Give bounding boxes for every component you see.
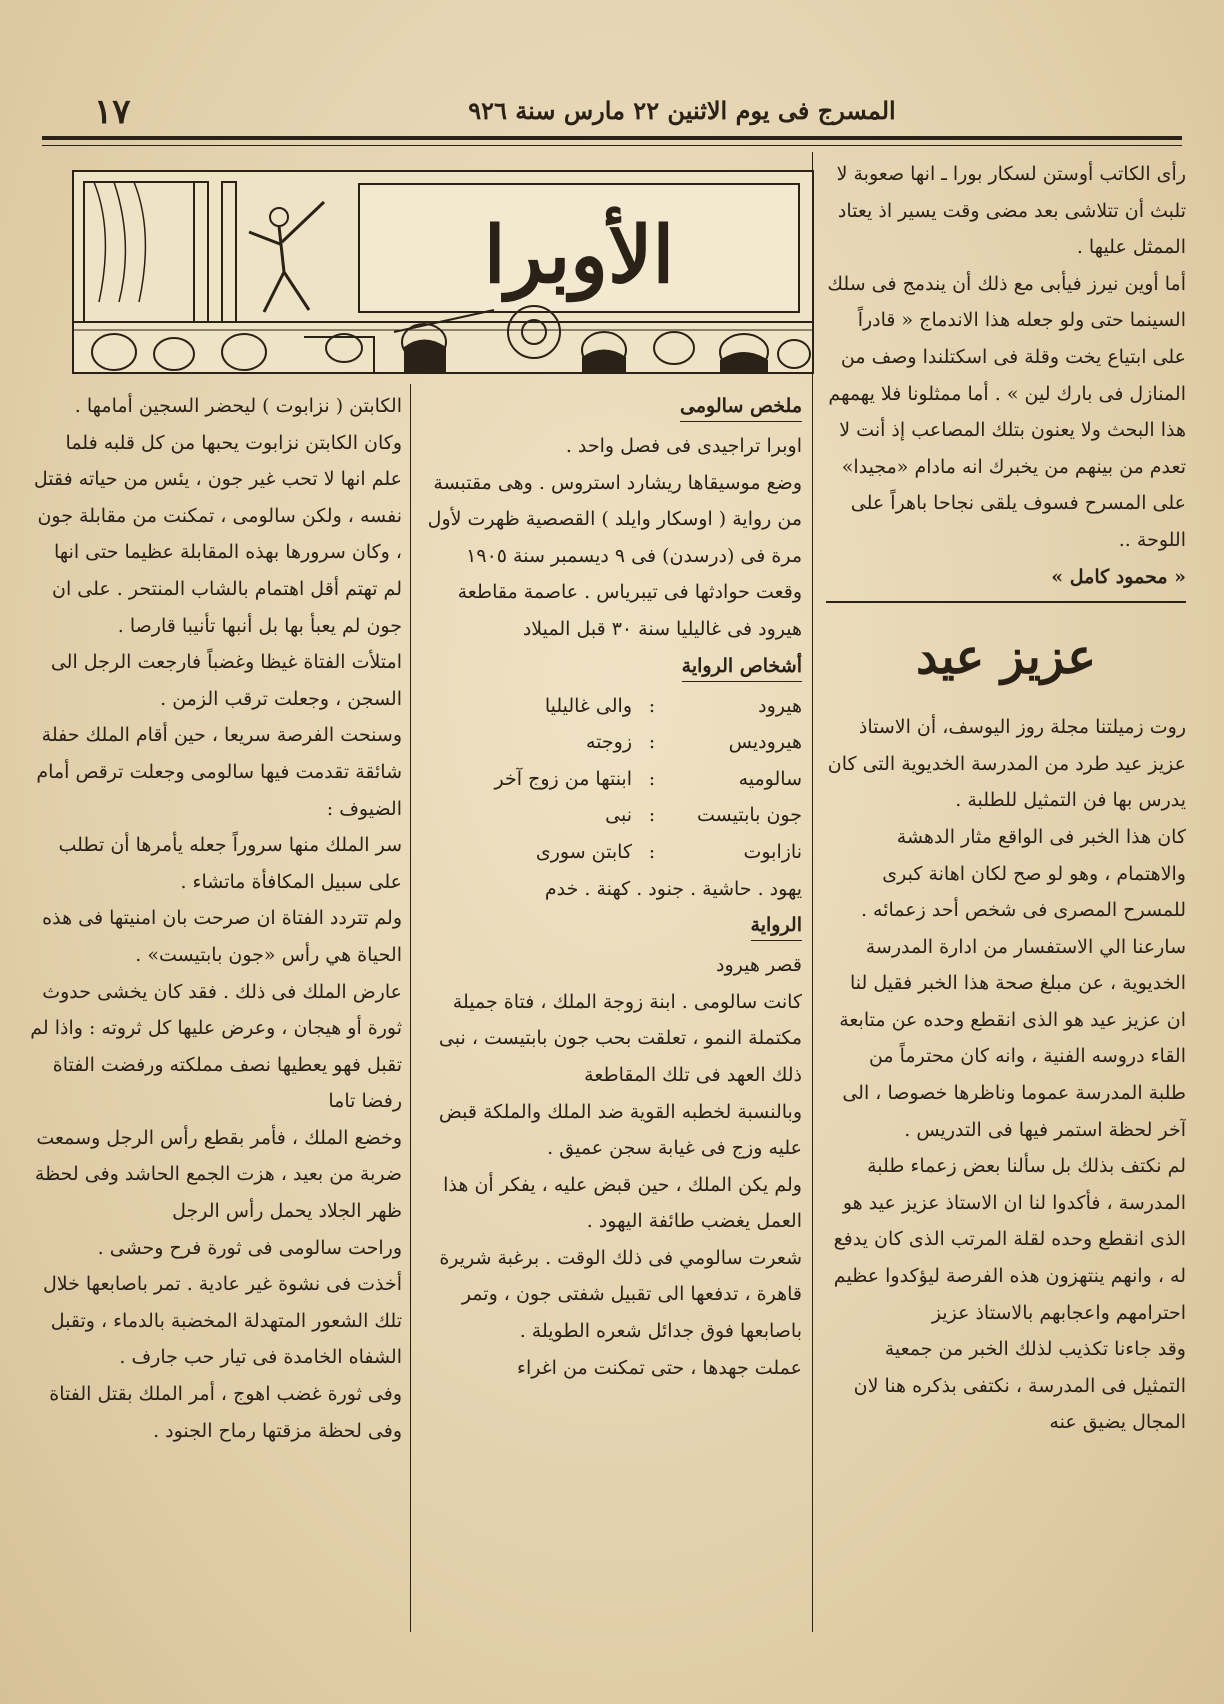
cast-name: جون بابتيست [697, 804, 802, 827]
summary-paragraph: اوبرا تراجيدى فى فصل واحد . [565, 435, 802, 457]
page-header [42, 88, 1182, 138]
cast-row: هيروديس : زوجته [420, 724, 802, 761]
story-paragraph: شعرت سالومي فى ذلك الوقت . برغبة شريرة قاهرة ، تدفعها الى تقبيل شفتى جون ، وتمر باصابعها فوق جدائل شعره الطويلة . [439, 1246, 802, 1343]
cast-extras: يهود . حاشية . جنود . كهنة . خدم [544, 877, 802, 900]
story-paragraph: امتلأت الفتاة غيظا وغضباً فارجعت الرجل الى السجن ، وجعلت ترقب الزمن . [50, 651, 402, 710]
middle-column [420, 388, 802, 1626]
story-paragraph: ولم تتردد الفتاة ان صرحت بان امنيتها فى هذه الحياة هي رأس «جون بابتيست» . [42, 907, 402, 966]
cast-role: كابتن سورى [535, 840, 632, 863]
story-paragraph: وفى ثورة غضب اهوج ، أمر الملك بقتل الفتاة وفى لحظة مزقتها رماح الجنود . [49, 1383, 402, 1442]
banner-title: الأوبرا [483, 210, 675, 301]
author-signature: « محمود كامل » [1051, 565, 1186, 588]
cast-heading: أشخاص الرواية [682, 651, 802, 682]
opera-illustration [74, 172, 812, 372]
cast-row: جون بابتيست : نبى [420, 797, 802, 834]
column-divider-right [812, 152, 813, 1632]
left-column [30, 388, 402, 1626]
page-number: ١٧ [94, 92, 131, 132]
story-paragraph: وكان الكابتن نزابوت يحبها من كل قلبه فلما علم انها لا تحب غير جون ، يئس من حياته فقتل نفسه ، ولكن سالومى ، تمكنت من مقابلة جون ، وكان سرورها بهذه المقابلة عظيما حتى انها لم تهتم أقل اهتمام بالشاب المنتحر . على ان جون لم يعبأ بها بل أنبها تأنيبا قارصا . [33, 431, 402, 637]
story-paragraph: عملت جهدها ، حتى تمكنت من اغراء [517, 1356, 802, 1379]
intro-paragraph: رأى الكاتب أوستن لسكار بورا ـ انها صعوبة لا تلبث أن تتلاشى بعد مضى وقت يسير اذ يعتاد الممثل عليها . [836, 163, 1186, 259]
article-paragraph: وقد جاءنا تكذيب لذلك الخبر من جمعية التمثيل فى المدرسة ، نكتفى بذكره هنا لان المجال يضيق عنه [853, 1338, 1186, 1434]
header-rule [42, 136, 1182, 140]
cast-row: سالوميه : ابنتها من زوج آخر [420, 761, 802, 798]
summary-heading: ملخص سالومى [680, 391, 802, 422]
summary-paragraph: وقعت حوادثها فى تيبرياس . عاصمة مقاطعة هيرود فى غاليليا سنة ٣٠ قبل الميلاد [457, 581, 802, 640]
cast-row: نازابوت : كابتن سورى [420, 834, 802, 871]
summary-paragraph: وضع موسيقاها ريشارد استروس . وهى مقتبسة من رواية ( اوسكار وايلد ) القصصية ظهرت لأول مرة فى (درسدن) فى ٩ ديسمبر سنة ١٩٠٥ [427, 471, 802, 567]
cast-name: نازابوت [743, 840, 802, 863]
right-column [826, 156, 1186, 1626]
story-paragraph: ولم يكن الملك ، حين قبض عليه ، يفكر أن هذا العمل يغضب طائفة اليهود . [443, 1173, 802, 1233]
story-paragraph: الكابتن ( نزابوت ) ليحضر السجين أمامها . [74, 395, 402, 417]
header-title: المسرج فى يوم الاثنين ٢٢ مارس سنة ٩٢٦ [468, 96, 896, 125]
intro-paragraph: أما أوين نيرز فيأبى مع ذلك أن يندمج فى سلك السينما حتى ولو جعله هذا الاندماج « قادراً على ابتياع يخت وقلة فى اسكتلندا وصف من المنازل فى بارك لين » . أما ممثلونا فلا يهمهم هذا البحث ولا يعنون بتلك المصاعب إذ أنت لا تعدم من بينهم من يخبرك انه مادام «مجيدا» على المسرح فسوف يلقى نجاحا باهراً على اللوحة .. [827, 272, 1186, 551]
cast-role: ابنتها من زوج آخر [494, 767, 632, 790]
story-heading: الرواية [751, 910, 802, 941]
story-paragraph: وسنحت الفرصة سريعا ، حين أقام الملك حفلة شائقة تقدمت فيها سالومى وجعلت ترقص أمام الضيوف : [36, 724, 402, 820]
story-paragraph: وبالنسبة لخطبه القوية ضد الملك والملكة قبض عليه وزج فى غيابة سجن عميق . [438, 1100, 802, 1160]
article-paragraph: روت زميلتنا مجلة روز اليوسف، أن الاستاذ عزيز عيد طرد من المدرسة الخديوية التى كان يدرس بها فن التمثيل للطلبة . [827, 716, 1186, 812]
story-paragraph: أخذت فى نشوة غير عادية . تمر باصابعها خلال تلك الشعور المتهدلة المخضبة بالدماء ، وتقبل الشفاه الخامدة فى تيار حب جارف . [42, 1273, 402, 1369]
cast-row: هيرود : والى غاليليا [420, 688, 802, 725]
story-paragraph: كانت سالومى . ابنة زوجة الملك ، فتاة جميلة مكتملة النمو ، تعلقت بحب جون بابتيست ، نبى ذلك العهد فى تلك المقاطعة [438, 990, 802, 1086]
cast-role: زوجته [585, 731, 632, 754]
story-setting: قصر هيرود [716, 954, 802, 977]
story-paragraph: وراحت سالومى فى ثورة فرح وحشى . [97, 1236, 402, 1259]
cast-name: سالوميه [738, 767, 802, 790]
header-rule-thin [42, 145, 1182, 146]
column-divider-left [410, 384, 411, 1632]
story-paragraph: عارض الملك فى ذلك . فقد كان يخشى حدوث ثورة أو هيجان ، وعرض عليها كل ثروته : واذا لم تقبل فهو يعطيها نصف مملكته ورفضت الفتاة رفضا تاما [30, 980, 402, 1113]
opera-banner [72, 170, 814, 374]
story-paragraph: وخضع الملك ، فأمر بقطع رأس الرجل وسمعت ضربة من بعيد ، هزت الجمع الحاشد وفى لحظة ظهر الجلاد يحمل رأس الرجل [34, 1126, 402, 1223]
article-paragraph: لم نكتف بذلك بل سألنا بعض زعماء طلبة المدرسة ، فأكدوا لنا ان الاستاذ عزيز عيد هو الذى انقطع وحده لقلة المرتب الذى كان يدفع له ، وانهم ينتهزون هذه الفرصة ليؤكدوا عظيم احترامهم واعجابهم بالاستاذ عزيز [833, 1155, 1186, 1324]
section-divider [826, 601, 1186, 603]
story-paragraph: سر الملك منها سروراً جعله يأمرها أن تطلب على سبيل المكافأة ماتشاء . [58, 834, 402, 893]
cast-name: هيروديس [728, 731, 802, 754]
cast-name: هيرود [758, 694, 802, 717]
article-paragraph: كان هذا الخبر فى الواقع مثار الدهشة والاهتمام ، وهو لو صح لكان اهانة كبرى للمسرح المصرى فى شخص أحد زعمائه . [860, 825, 1186, 922]
cast-role: والى غاليليا [544, 694, 632, 717]
cast-role: نبى [605, 804, 632, 827]
article-title: عزيز عيد [916, 629, 1096, 686]
article-paragraph: سارعنا الي الاستفسار من ادارة المدرسة الخديوية ، عن مبلغ صحة هذا الخبر فقيل لنا ان عزيز عيد هو الذى انقطع وحده عن متابعة القاء دروسه الفنية ، وانه كان محترماً من طلبة المدرسة عموما وناظرها خصوصا ، الى آخر لحظة استمر فيها فى التدريس . [839, 935, 1186, 1141]
